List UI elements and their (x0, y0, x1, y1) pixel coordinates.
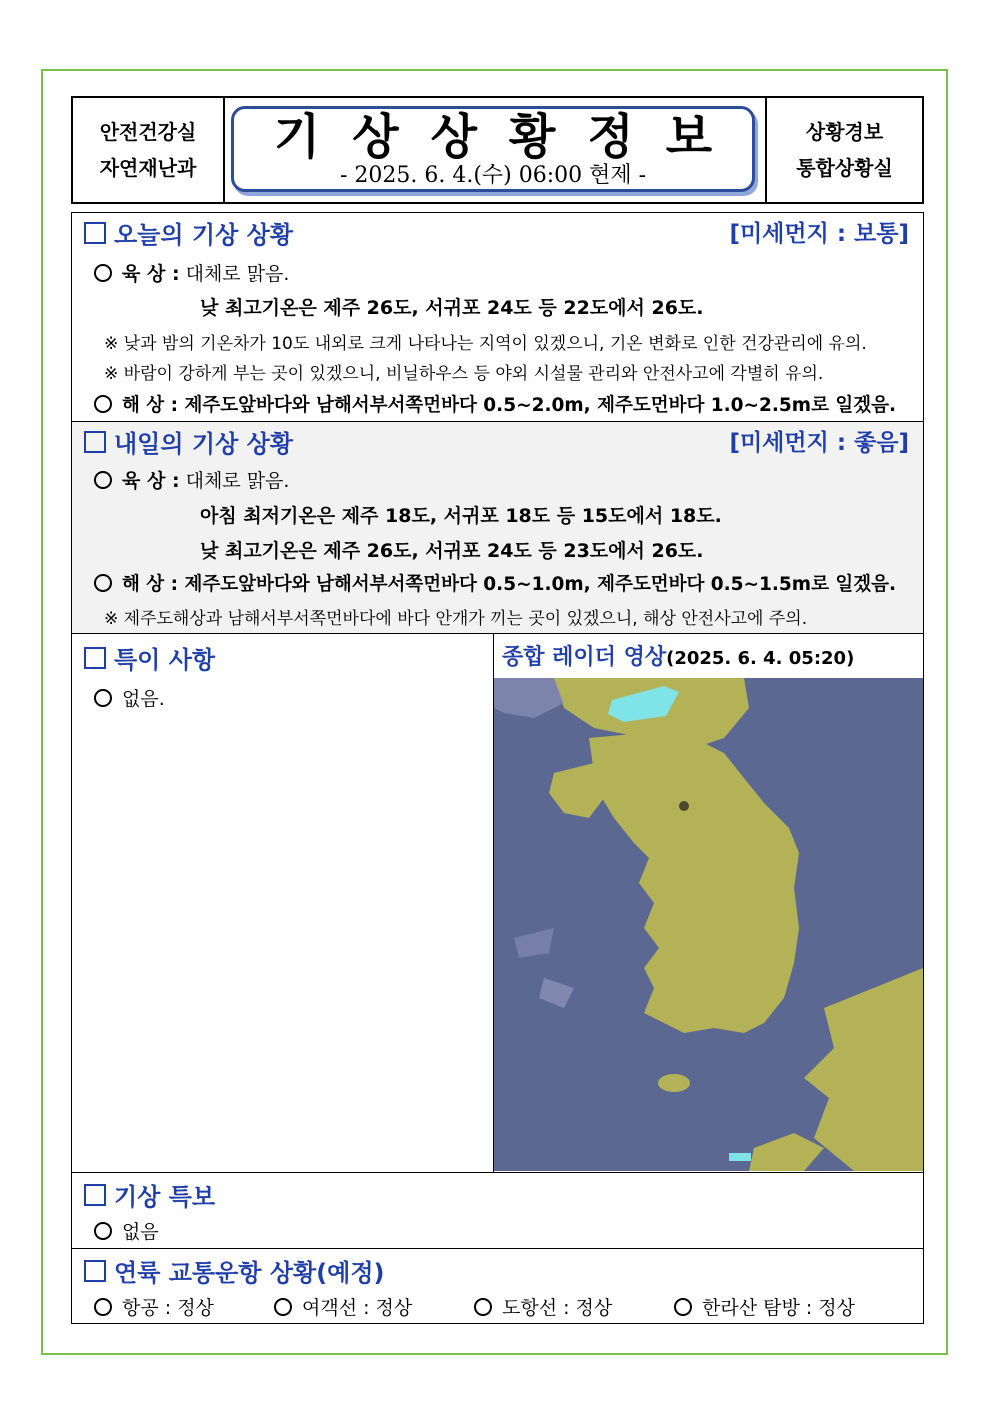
page-title: 기상상황정보 (273, 109, 745, 165)
radar-image (494, 678, 923, 1171)
checkbox-icon (84, 1260, 106, 1282)
warning-section (71, 1173, 924, 1249)
office-unit: 통합상황실 (796, 156, 893, 180)
today-land: 육 상 : 대체로 맑음. (94, 259, 289, 286)
today-section (71, 212, 924, 422)
circle-bullet-icon (474, 1298, 492, 1316)
office-block (765, 98, 922, 202)
transport-section (71, 1249, 924, 1324)
tomorrow-note: ※ 제주도해상과 남해서부서쪽먼바다에 바다 안개가 끼는 곳이 있겠으니, 해상 안전사고에 주의. (104, 609, 808, 629)
circle-bullet-icon (94, 574, 112, 592)
transport-heading: 연륙 교통운항 상황(예정) (84, 1253, 385, 1288)
tomorrow-high-temp: 낮 최고기온은 제주 26도, 서귀포 24도 등 23도에서 26도. (200, 540, 704, 562)
circle-bullet-icon (94, 471, 112, 489)
circle-bullet-icon (94, 264, 112, 282)
department-block (73, 98, 225, 202)
today-note-1: ※ 낮과 밤의 기온차가 10도 내외로 크게 나타나는 지역이 있겠으니, 기온 변화로 인한 건강관리에 유의. (104, 334, 867, 354)
checkbox-icon (84, 647, 106, 669)
today-dust-level: [미세먼지 : 보통] (729, 221, 909, 247)
checkbox-icon (84, 222, 106, 244)
transport-item-ferry: 여객선 : 정상 (274, 1293, 412, 1320)
special-heading: 특이 사항 (84, 640, 215, 675)
checkbox-icon (84, 1184, 106, 1206)
circle-bullet-icon (94, 1298, 112, 1316)
office-name: 상황경보 (805, 120, 884, 144)
today-high-temp: 낮 최고기온은 제주 26도, 서귀포 24도 등 22도에서 26도. (200, 297, 704, 319)
transport-item-island-ferry: 도항선 : 정상 (474, 1293, 612, 1320)
warning-heading: 기상 특보 (84, 1177, 215, 1212)
tomorrow-sea: 해 상 : 제주도앞바다와 남해서부서쪽먼바다 0.5~1.0m, 제주도먼바다 0.5~1.5m로 일겠음. (94, 570, 896, 596)
transport-item-air: 항공 : 정상 (94, 1293, 214, 1320)
transport-item-hallasan: 한라산 탐방 : 정상 (674, 1293, 855, 1320)
radar-time: (2025. 6. 4. 05:20) (666, 648, 855, 669)
tomorrow-section (71, 422, 924, 634)
department-name: 안전건강실 (99, 120, 197, 144)
circle-bullet-icon (674, 1298, 692, 1316)
today-heading: 오늘의 기상 상황 (84, 215, 293, 250)
special-text: 없음. (94, 684, 165, 711)
title-box (231, 106, 755, 192)
circle-bullet-icon (274, 1298, 292, 1316)
circle-bullet-icon (94, 395, 112, 413)
tomorrow-dust-level: [미세먼지 : 좋음] (729, 430, 909, 456)
warning-text: 없음 (94, 1217, 159, 1244)
tomorrow-heading: 내일의 기상 상황 (84, 424, 293, 459)
today-note-2: ※ 바람이 강하게 부는 곳이 있겠으니, 비닐하우스 등 야외 시설물 관리와 안전사고에 각별히 유의. (104, 364, 824, 384)
special-radar-section (71, 634, 924, 1173)
radar-title: 종합 레이더 영상(2025. 6. 4. 05:20) (502, 645, 855, 670)
division-name: 자연재난과 (99, 156, 197, 180)
circle-bullet-icon (94, 1222, 112, 1240)
tomorrow-land: 육 상 : 대체로 맑음. (94, 466, 289, 493)
circle-bullet-icon (94, 689, 112, 707)
report-date: - 2025. 6. 4.(수) 06:00 현제 - (339, 163, 647, 188)
tomorrow-low-temp: 아침 최저기온은 제주 18도, 서귀포 18도 등 15도에서 18도. (200, 505, 722, 527)
checkbox-icon (84, 431, 106, 453)
today-sea: 해 상 : 제주도앞바다와 남해서부서쪽먼바다 0.5~2.0m, 제주도먼바다 1.0~2.5m로 일겠음. (94, 391, 896, 417)
report-header (71, 96, 924, 204)
